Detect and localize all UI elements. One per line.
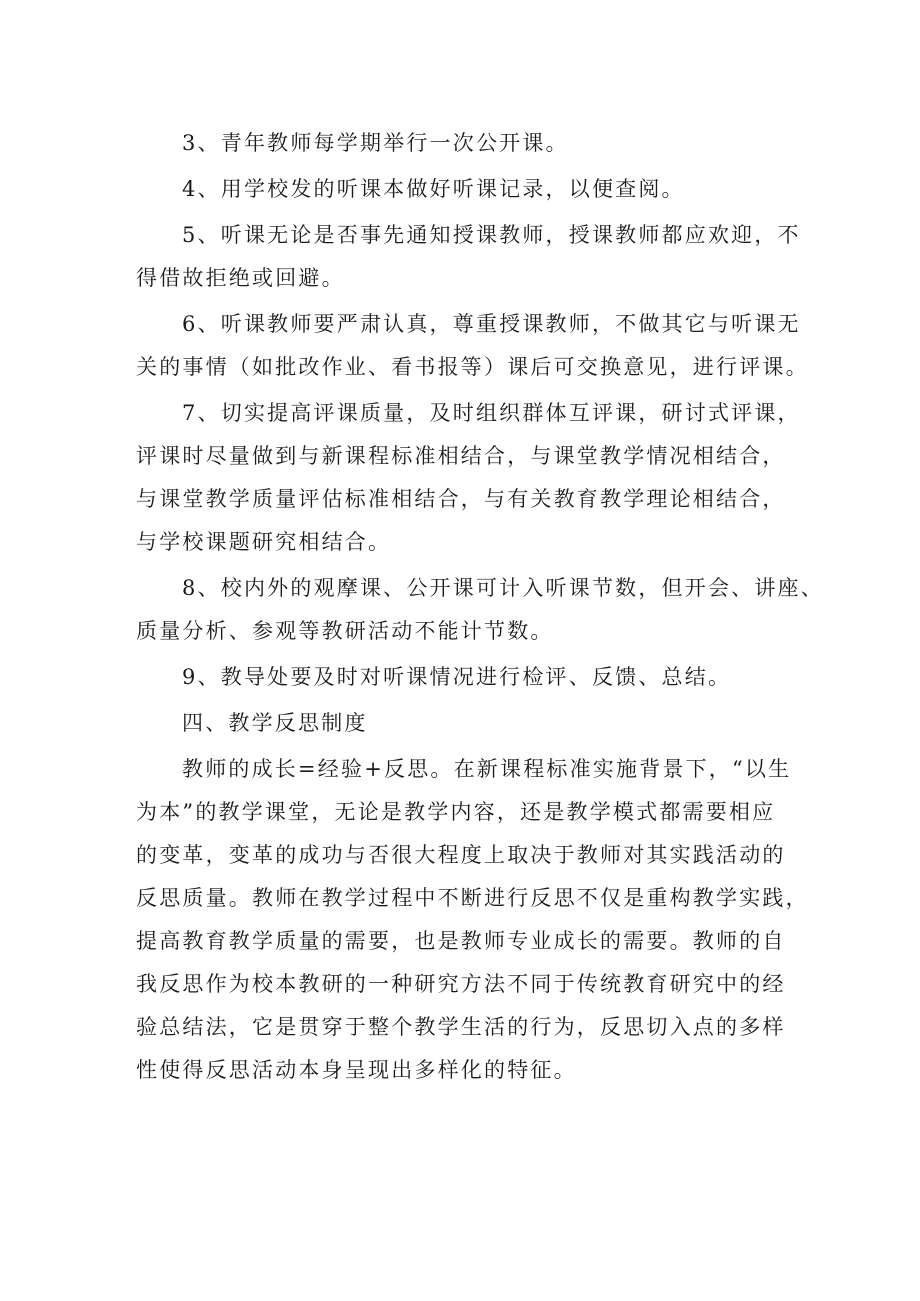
paragraph-line: 反思质量。教师在教学过程中不断进行反思不仅是重构教学实践， bbox=[136, 886, 809, 910]
paragraph-line: 的变革，变革的成功与否很大程度上取决于教师对其实践活动的 bbox=[136, 843, 786, 867]
paragraph-line: 3、青年教师每学期举行一次公开课。 bbox=[182, 131, 569, 155]
paragraph-line: 质量分析、参观等教研活动不能计节数。 bbox=[136, 619, 554, 643]
paragraph-line: 性使得反思活动本身呈现出多样化的特征。 bbox=[136, 1058, 577, 1082]
paragraph-line: 为本”的教学课堂，无论是教学内容，还是教学模式都需要相应 bbox=[136, 800, 776, 824]
section-heading-text: 四、教学反思制度 bbox=[182, 711, 368, 735]
rule-item-4 bbox=[136, 168, 796, 211]
rule-item-3 bbox=[136, 122, 796, 165]
rule-item-9 bbox=[136, 656, 796, 699]
paragraph-line: 与课堂教学质量评估标准相结合，与有关教育教学理论相结合， bbox=[136, 487, 786, 511]
paragraph-line: 4、用学校发的听课本做好听课记录，以便查阅。 bbox=[182, 177, 685, 201]
paragraph-line: 我反思作为校本教研的一种研究方法不同于传统教育研究中的经 bbox=[136, 972, 786, 996]
paragraph-line: 评课时尽量做到与新课程标准相结合，与课堂教学情况相结合， bbox=[136, 444, 786, 468]
paragraph-line: 8、校内外的观摩课、公开课可计入听课节数，但开会、讲座、 bbox=[182, 576, 824, 600]
paragraph-line: 教师的成长=经验+反思。在新课程标准实施背景下，“以生 bbox=[182, 757, 792, 781]
paragraph-line: 得借故拒绝或回避。 bbox=[136, 266, 345, 290]
reflection-paragraph bbox=[136, 748, 809, 1092]
rule-item-6 bbox=[136, 303, 809, 389]
paragraph-line: 7、切实提高评课质量，及时组织群体互评课，研讨式评课， bbox=[182, 401, 801, 425]
paragraph-line: 验总结法，它是贯穿于整个教学生活的行为，反思切入点的多样 bbox=[136, 1015, 786, 1039]
paragraph-line: 6、听课教师要严肃认真，尊重授课教师，不做其它与听课无 bbox=[182, 312, 801, 336]
document-body bbox=[136, 122, 824, 1095]
rule-item-7 bbox=[136, 392, 801, 564]
paragraph-line: 5、听课无论是否事先通知授课教师，授课教师都应欢迎，不 bbox=[182, 223, 801, 247]
rule-item-8 bbox=[136, 567, 824, 653]
paragraph-line: 9、教导处要及时对听课情况进行检评、反馈、总结。 bbox=[182, 665, 732, 689]
rule-item-5 bbox=[136, 214, 801, 300]
paragraph-line: 关的事情（如批改作业、看书报等）课后可交换意见，进行评课。 bbox=[136, 355, 809, 379]
section-heading bbox=[136, 702, 796, 745]
paragraph-line: 与学校课题研究相结合。 bbox=[136, 530, 392, 554]
paragraph-line: 提高教育教学质量的需要，也是教师专业成长的需要。教师的自 bbox=[136, 929, 786, 953]
